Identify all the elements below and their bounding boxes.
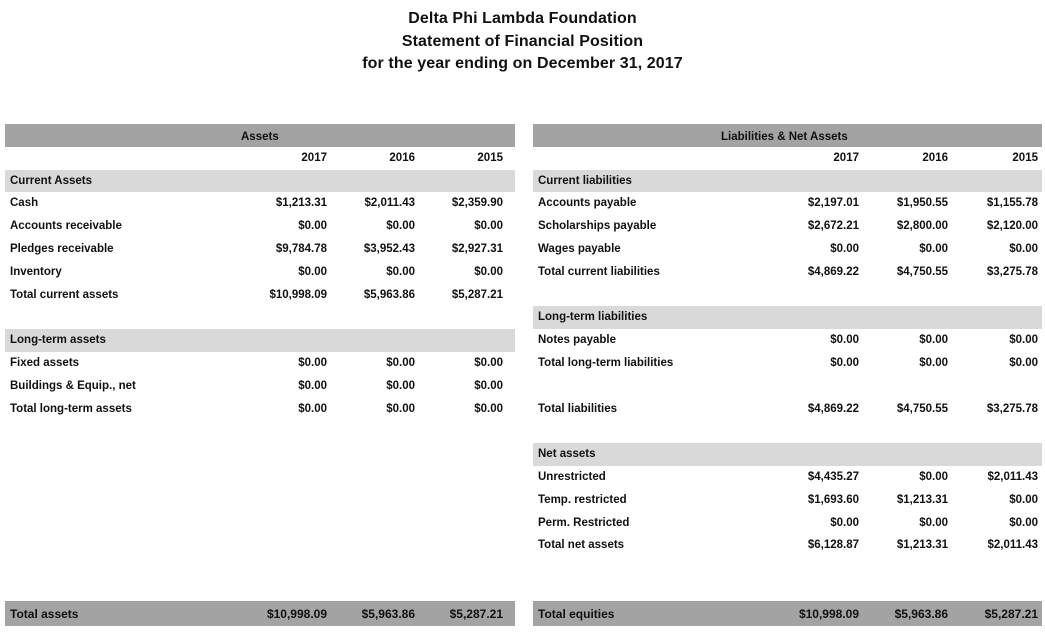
row-value: $1,950.55 <box>896 197 948 210</box>
year-col-2016: 2016 <box>922 151 948 164</box>
row-value: $1,693.60 <box>807 493 859 506</box>
spacer-row <box>533 420 1042 443</box>
row-label: Total long-term assets <box>10 402 132 415</box>
row-label: Perm. Restricted <box>538 516 630 529</box>
row-value: $4,435.27 <box>807 470 859 483</box>
assets-header: Assets <box>241 131 279 143</box>
row-value: $3,952.43 <box>363 242 415 255</box>
year-col-2015: 2015 <box>1012 151 1038 164</box>
row-value: $5,287.21 <box>451 288 503 301</box>
row-value: $4,869.22 <box>807 265 859 278</box>
total-liabilities-row-wrap <box>533 398 1042 421</box>
total-equities-2015: $5,287.21 <box>984 607 1038 621</box>
total-liabilities-row <box>533 398 1042 421</box>
row-value: $0.00 <box>919 516 948 529</box>
longterm-assets-rows <box>5 352 515 420</box>
total-equities-2016: $5,963.86 <box>894 607 948 621</box>
section-header <box>533 443 1042 466</box>
row-value: $0.00 <box>386 356 415 369</box>
table-row <box>533 238 1042 261</box>
row-label: Wages payable <box>538 242 621 255</box>
row-value: $2,672.21 <box>807 220 859 233</box>
row-value: $4,750.55 <box>896 265 948 278</box>
row-value: $1,213.31 <box>896 539 948 552</box>
table-row <box>5 261 515 284</box>
row-label: Total net assets <box>538 539 625 552</box>
table-row <box>5 398 515 421</box>
year-header-row <box>5 147 515 170</box>
row-label: Unrestricted <box>538 470 606 483</box>
row-value: $2,800.00 <box>896 220 948 233</box>
row-label: Buildings & Equip., net <box>10 379 136 392</box>
row-value: $2,120.00 <box>986 220 1038 233</box>
row-value: $3,275.78 <box>986 402 1038 415</box>
row-value: $0.00 <box>919 242 948 255</box>
row-value: $2,197.01 <box>807 197 859 210</box>
row-label: Total long-term liabilities <box>538 356 674 369</box>
organization-name: Delta Phi Lambda Foundation <box>408 10 637 27</box>
total-assets-2016: $5,963.86 <box>361 607 415 621</box>
row-value: $0.00 <box>298 379 327 392</box>
liabilities-panel <box>533 124 1042 557</box>
row-value: $0.00 <box>1009 242 1038 255</box>
row-value: $1,213.31 <box>275 197 327 210</box>
row-value: $0.00 <box>474 356 503 369</box>
liabilities-header: Liabilities & Net Assets <box>721 131 848 143</box>
table-row <box>533 215 1042 238</box>
row-value: $0.00 <box>386 220 415 233</box>
row-label: Accounts receivable <box>10 220 122 233</box>
year-col-2017: 2017 <box>833 151 859 164</box>
net-assets-rows <box>533 466 1042 557</box>
row-label: Notes payable <box>538 334 616 347</box>
row-value: $1,213.31 <box>896 493 948 506</box>
row-label: Fixed assets <box>10 356 80 369</box>
row-value: $0.00 <box>1009 493 1038 506</box>
row-value: $0.00 <box>1009 334 1038 347</box>
row-value: $0.00 <box>298 356 327 369</box>
assets-panel <box>5 124 515 420</box>
row-value: $0.00 <box>919 334 948 347</box>
row-value: $2,011.43 <box>364 197 415 210</box>
row-value: $2,359.90 <box>451 197 503 210</box>
total-equities-2017: $10,998.09 <box>798 607 859 621</box>
total-equities-bar <box>533 601 1042 626</box>
row-value: $4,869.22 <box>807 402 859 415</box>
spacer-row <box>5 306 515 329</box>
row-value: $0.00 <box>474 265 503 278</box>
section-label: Long-term liabilities <box>538 311 648 324</box>
row-value: $5,963.86 <box>363 288 415 301</box>
liabilities-header-bar <box>533 124 1042 147</box>
row-value: $0.00 <box>1009 516 1038 529</box>
year-col-2017: 2017 <box>301 151 327 164</box>
row-label: Inventory <box>10 265 62 278</box>
row-value: $10,998.09 <box>269 288 327 301</box>
statement-name: Statement of Financial Position <box>401 32 644 50</box>
row-value: $0.00 <box>298 265 327 278</box>
row-value: $2,011.43 <box>987 539 1038 552</box>
table-row <box>5 284 515 307</box>
year-col-2015: 2015 <box>477 151 503 164</box>
row-value: $0.00 <box>386 379 415 392</box>
table-row <box>5 375 515 398</box>
table-row <box>533 512 1042 535</box>
row-label: Total current liabilities <box>538 265 660 278</box>
section-header <box>5 170 515 193</box>
row-label: Total current assets <box>10 288 119 301</box>
row-value: $0.00 <box>919 470 948 483</box>
current-assets-rows <box>5 192 515 306</box>
table-row <box>533 352 1042 375</box>
spacer-row <box>533 284 1042 307</box>
row-value: $0.00 <box>830 516 859 529</box>
row-value: $2,927.31 <box>451 242 503 255</box>
row-value: $6,128.87 <box>807 539 859 552</box>
row-label: Cash <box>10 197 39 210</box>
row-value: $0.00 <box>830 356 859 369</box>
total-assets-2015: $5,287.21 <box>449 607 503 621</box>
current-liabilities-rows <box>533 192 1042 283</box>
table-row <box>5 238 515 261</box>
row-label: Scholarships payable <box>538 220 657 233</box>
row-label: Total liabilities <box>538 402 618 415</box>
table-row <box>533 192 1042 215</box>
row-value: $0.00 <box>474 379 503 392</box>
row-value: $0.00 <box>474 220 503 233</box>
longterm-liabilities-rows <box>533 329 1042 375</box>
section-label: Current Assets <box>10 174 93 187</box>
spacer-row <box>533 375 1042 398</box>
table-row <box>533 466 1042 489</box>
table-row <box>533 261 1042 284</box>
table-row <box>533 489 1042 512</box>
row-value: $0.00 <box>298 402 327 415</box>
row-value: $0.00 <box>830 242 859 255</box>
total-assets-2017: $10,998.09 <box>266 607 327 621</box>
total-assets-label: Total assets <box>10 607 79 621</box>
year-col-2016: 2016 <box>389 151 415 164</box>
assets-header-bar <box>5 124 515 147</box>
row-value: $2,011.43 <box>987 470 1038 483</box>
statement-period: for the year ending on December 31, 2017 <box>362 55 683 72</box>
year-header-row <box>533 147 1042 170</box>
total-equities-label: Total equities <box>538 607 615 621</box>
row-value: $3,275.78 <box>986 265 1038 278</box>
row-value: $0.00 <box>298 220 327 233</box>
report-title <box>0 8 1045 76</box>
table-row <box>533 329 1042 352</box>
row-label: Accounts payable <box>538 197 637 210</box>
section-header <box>5 329 515 352</box>
row-label: Temp. restricted <box>538 493 627 506</box>
row-value: $0.00 <box>919 356 948 369</box>
row-value: $0.00 <box>386 402 415 415</box>
row-value: $0.00 <box>1009 356 1038 369</box>
section-label: Net assets <box>538 448 596 461</box>
row-value: $9,784.78 <box>275 242 327 255</box>
row-label: Pledges receivable <box>10 242 114 255</box>
row-value: $0.00 <box>386 265 415 278</box>
table-row <box>5 352 515 375</box>
table-row <box>533 534 1042 557</box>
section-header <box>533 170 1042 193</box>
table-row <box>5 192 515 215</box>
row-value: $0.00 <box>474 402 503 415</box>
section-label: Long-term assets <box>10 334 106 347</box>
row-value: $4,750.55 <box>896 402 948 415</box>
section-header <box>533 306 1042 329</box>
total-assets-bar <box>5 601 515 626</box>
row-value: $1,155.78 <box>986 197 1038 210</box>
section-label: Current liabilities <box>538 174 632 187</box>
table-row <box>5 215 515 238</box>
row-value: $0.00 <box>830 334 859 347</box>
